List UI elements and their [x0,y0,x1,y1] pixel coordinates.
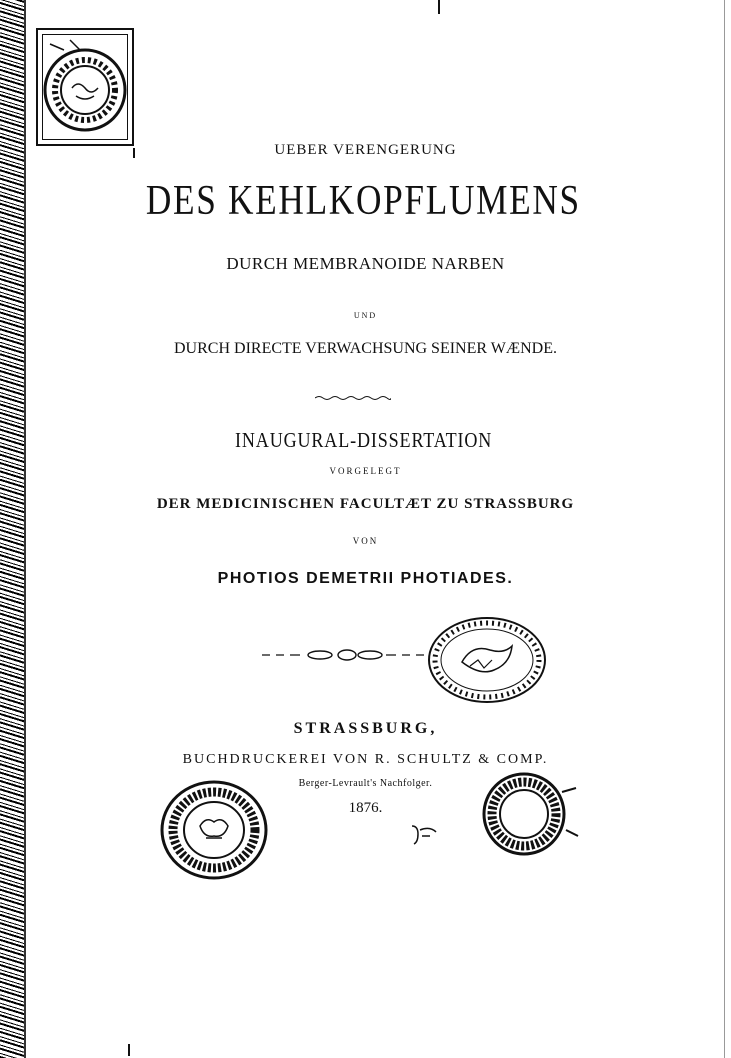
imprint-year: 1876. [348,800,383,816]
title-conjunction: UND [353,311,378,320]
faculty-line: DER MEDICINISCHEN FACULTÆT ZU STRASSBURG [156,496,575,512]
title-line-5: DURCH DIRECTE VERWACHSUNG SEINER WÆNDE. [174,340,557,357]
imprint-successor: Berger-Levrault's Nachfolger. [298,778,433,789]
handwritten-mark [408,822,440,846]
oval-stamp [424,612,550,708]
by-label: VON [352,536,379,546]
main-title: DES KEHLKOPFLUMENS [145,178,581,224]
dissertation-heading: INAUGURAL-DISSERTATION [235,428,493,452]
scan-mark [438,0,440,14]
separator-rule [315,395,391,401]
presented-label: VORGELEGT [329,466,402,476]
biblioteca-medica-stamp [158,778,270,882]
library-seal-stamp [40,32,130,142]
imprint-city: STRASSBURG, [293,720,438,737]
author-name: PHOTIOS DEMETRII PHOTIADES. [217,570,514,587]
scan-mark [128,1044,130,1056]
title-line-3: DURCH MEMBRANOIDE NARBEN [226,254,505,273]
title-line-1: UEBER VERENGERUNG [274,142,457,158]
accademia-medica-stamp [472,770,582,866]
imprint-printer: BUCHDRUCKEREI VON R. SCHULTZ & COMP. [182,752,549,767]
ornamental-divider [262,648,432,662]
